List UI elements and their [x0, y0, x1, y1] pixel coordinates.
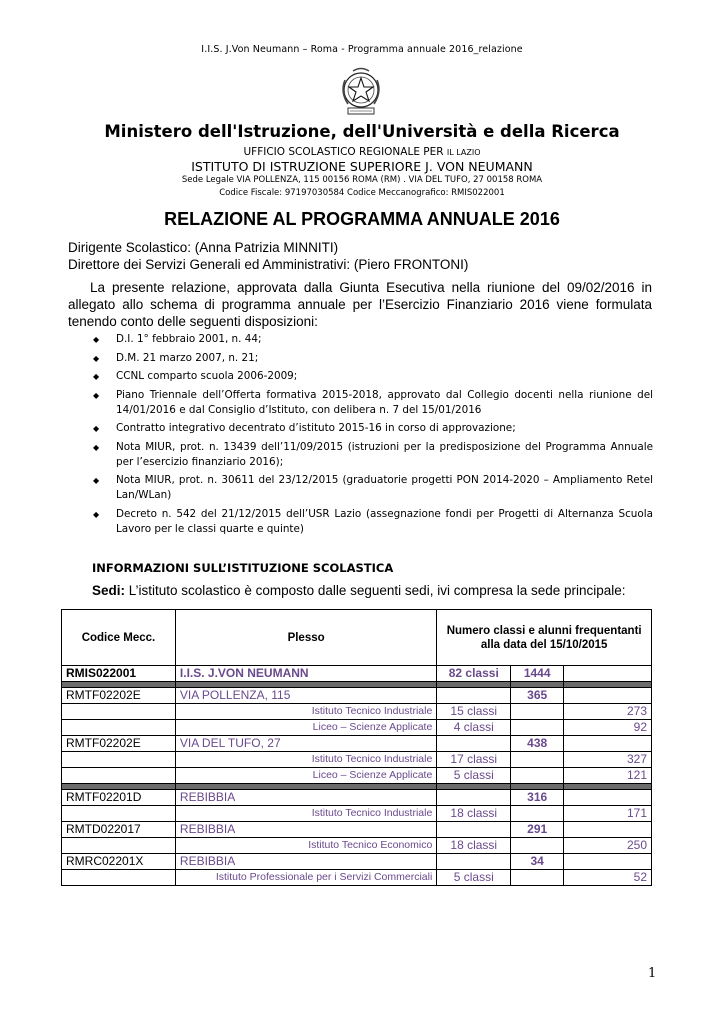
list-item: ◆ Nota MIUR, prot. n. 30611 del 23/12/2015 (graduatorie progetti PON 2014-2020 – Ampliamento Retel Lan/WLan) — [93, 474, 653, 501]
cell-classi: 4 classi — [437, 720, 511, 736]
cell-alunni: 171 — [564, 806, 652, 822]
cell-plesso: I.I.S. J.VON NEUMANN — [175, 666, 436, 682]
cell-code: RMTD022017 — [62, 822, 176, 838]
header-numero: Numero classi e alunni frequentanti alla data del 15/10/2015 — [437, 610, 652, 666]
bullet-icon: ◆ — [93, 353, 100, 363]
running-header: I.I.S. J.Von Neumann – Roma - Programma annuale 2016_relazione — [201, 44, 523, 55]
table-row-site — [62, 822, 652, 838]
cell-course: Istituto Tecnico Industriale — [175, 752, 436, 768]
dirigente-line: Dirigente Scolastico: (Anna Patrizia MINNITI) — [68, 240, 339, 255]
cell-classi: 15 classi — [437, 704, 511, 720]
table-row-course — [62, 752, 652, 768]
intro-paragraph: La presente relazione, approvata dalla Giunta Esecutiva nella riunione del 09/02/2016 in allegato allo schema di programma annuale per l’Esercizio Finanziario 2016 viene formulata tenendo conto delle seguenti disposizioni: — [68, 280, 652, 329]
bullet-icon: ◆ — [93, 335, 100, 344]
cell-alunni: 250 — [564, 838, 652, 854]
cell-alunni: 92 — [564, 720, 652, 736]
cell-classi: 18 classi — [437, 838, 511, 854]
cell-alunni: 273 — [564, 704, 652, 720]
cell-course: Liceo – Scienze Applicate — [175, 720, 436, 736]
table-row-site — [62, 736, 652, 752]
direttore-line: Direttore dei Servizi Generali ed Amministrativi: (Piero FRONTONI) — [68, 257, 469, 272]
cell-plesso: REBIBBIA — [175, 790, 436, 806]
institute-address: Sede Legale VIA POLLENZA, 115 00156 ROMA (RM) . VIA DEL TUFO, 27 00158 ROMA — [181, 175, 543, 185]
list-item: ◆ Nota MIUR, prot. n. 13439 dell’11/09/2015 (istruzioni per la predisposizione del Programma Annuale per l’esercizio finanziario 2016); — [93, 440, 653, 468]
document-title: RELAZIONE AL PROGRAMMA ANNUALE 2016 — [164, 209, 560, 229]
list-item: ◆ D.M. 21 marzo 2007, n. 21; — [93, 351, 259, 364]
table-row-course — [62, 838, 652, 854]
page-number: 1 — [648, 966, 657, 981]
list-item: ◆ Piano Triennale dell’Offerta formativa 2015-2018, approvato dal Collegio docenti nella riunione del 14/01/2016 e dal Consiglio d’Istituto, con delibera n. 7 del 15/01/2016 — [93, 388, 653, 416]
ministry-name: Ministero dell'Istruzione, dell'Università e della Ricerca — [104, 122, 620, 141]
table-row-site — [62, 854, 652, 870]
bullet-icon: ◆ — [93, 509, 100, 519]
cell-empty — [564, 666, 652, 682]
sedi-label: Sedi: — [92, 583, 126, 598]
cell-plesso: VIA DEL TUFO, 27 — [175, 736, 436, 752]
table-row-course — [62, 806, 652, 822]
cell-plesso: REBIBBIA — [175, 822, 436, 838]
regional-office — [0, 146, 724, 158]
cell-classi: 5 classi — [437, 870, 511, 886]
cell-classi: 17 classi — [437, 752, 511, 768]
table-row-course — [62, 768, 652, 784]
table-header-row — [62, 610, 652, 666]
cell-total: 365 — [511, 688, 564, 704]
cell-course: Istituto Tecnico Economico — [175, 838, 436, 854]
fiscal-codes: Codice Fiscale: 97197030584 Codice Meccanografico: RMIS022001 — [219, 188, 505, 198]
table-row-main — [62, 666, 652, 682]
institute-name: ISTITUTO DI ISTRUZIONE SUPERIORE J. VON NEUMANN — [191, 159, 533, 174]
bullet-icon: ◆ — [93, 476, 100, 485]
sedi-intro — [92, 583, 626, 598]
cell-course: Istituto Tecnico Industriale — [175, 806, 436, 822]
office-main: UFFICIO SCOLASTICO REGIONALE PER — [243, 146, 447, 158]
list-item: ◆ CCNL comparto scuola 2006-2009; — [93, 370, 298, 382]
cell-course: Liceo – Scienze Applicate — [175, 768, 436, 784]
cell-total: 34 — [511, 854, 564, 870]
cell-classi: 18 classi — [437, 806, 511, 822]
cell-alunni: 52 — [564, 870, 652, 886]
office-region: IL LAZIO — [446, 148, 481, 157]
italian-republic-emblem-icon — [336, 66, 386, 118]
cell-code: RMTF02202E — [62, 688, 176, 704]
dispositions-list — [93, 332, 653, 540]
section-title: INFORMAZIONI SULL’ISTITUZIONE SCOLASTICA — [92, 561, 394, 575]
header-plesso: Plesso — [175, 610, 436, 666]
sedi-text: L’istituto scolastico è composto dalle seguenti sedi, ivi compresa la sede principale: — [125, 583, 626, 598]
sedi-table — [61, 609, 652, 886]
cell-code: RMTF02201D — [62, 790, 176, 806]
cell-total: 438 — [511, 736, 564, 752]
bullet-icon: ◆ — [93, 442, 100, 452]
list-item: ◆ Contratto integrativo decentrato d’istituto 2015-16 in corso di approvazione; — [93, 422, 516, 434]
cell-code: RMRC02201X — [62, 854, 176, 870]
cell-classi: 82 classi — [437, 666, 511, 682]
cell-classi: 5 classi — [437, 768, 511, 784]
bullet-icon: ◆ — [93, 372, 100, 381]
table-row-course — [62, 720, 652, 736]
table-row-course — [62, 870, 652, 886]
cell-code: RMIS022001 — [62, 666, 176, 682]
cell-total: 291 — [511, 822, 564, 838]
list-item: ◆ D.I. 1° febbraio 2001, n. 44; — [93, 333, 262, 345]
cell-plesso: REBIBBIA — [175, 854, 436, 870]
cell-total: 316 — [511, 790, 564, 806]
cell-course: Istituto Tecnico Industriale — [175, 704, 436, 720]
table-row-site — [62, 688, 652, 704]
cell-alunni: 121 — [564, 768, 652, 784]
table-row-site — [62, 790, 652, 806]
list-item: ◆ Decreto n. 542 del 21/12/2015 dell’USR Lazio (assegnazione fondi per Progetti di Alternanza Scuola Lavoro per le classi quarte e quinte) — [93, 507, 653, 535]
cell-alunni: 1444 — [511, 666, 564, 682]
bullet-icon: ◆ — [93, 390, 100, 400]
cell-course: Istituto Professionale per i Servizi Commerciali — [175, 870, 436, 886]
bullet-icon: ◆ — [93, 424, 100, 433]
cell-alunni: 327 — [564, 752, 652, 768]
cell-plesso: VIA POLLENZA, 115 — [175, 688, 436, 704]
cell-code: RMTF02202E — [62, 736, 176, 752]
header-codice: Codice Mecc. — [62, 610, 176, 666]
table-row-course — [62, 704, 652, 720]
